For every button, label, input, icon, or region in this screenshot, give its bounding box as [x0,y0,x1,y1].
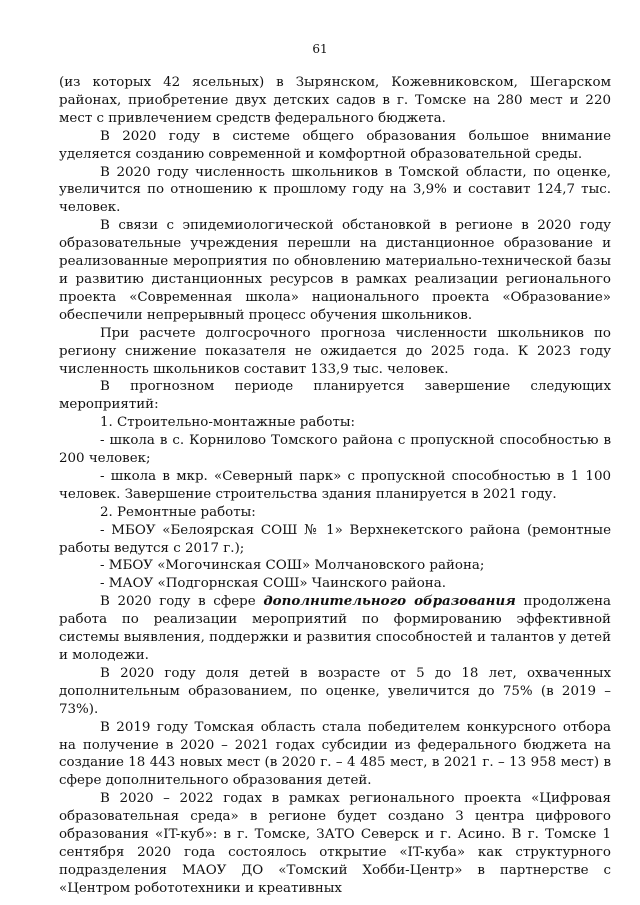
paragraph: В 2020 году численность школьников в Томской области, по оценке, увеличится по отношению к прошлому году на 3,9% и составит 124,7 тыс. человек. [59,164,611,216]
paragraph: В прогнозном периоде планируется завершение следующих мероприятий: [59,379,611,413]
page-number: 61 [312,42,328,56]
list-heading: 2. Ремонтные работы: [100,504,256,520]
paragraph: (из которых 42 ясельных) в Зырянском, Кожевниковском, Шегарском районах, приобретение двух детских садов в г. Томске на 280 мест и 220 мест с привлечением средств федерального бюджета. [59,75,611,126]
list-item: - МБОУ «Могочинская СОШ» Молчановского района; [100,558,485,574]
paragraph-text: продолжена работа по реализации мероприятий по формированию эффективной системы выявления, поддержки и развития способностей и талантов у детей и молодежи. [59,594,612,663]
paragraph: При расчете долгосрочного прогноза численности школьников по региону снижение показателя не ожидается до 2025 года. К 2023 году численность школьников составит 133,9 тыс. человек. [59,325,611,377]
paragraph: В 2019 году Томская область стала победителем конкурсного отбора на получение в 2020 – 2021 годах субсидии из федерального бюджета на создание 18 443 новых мест (в 2020 г. – 4 485 мест, в 2021 г. – 13 958 мест) в сфере дополнительного образования детей. [59,719,611,789]
list-item: - МБОУ «Белоярская СОШ № 1» Верхнекетского района (ремонтные работы ведутся с 2017 г.); [59,522,611,556]
list-heading: 1. Строительно-монтажные работы: [100,415,356,431]
list-item: - школа в с. Корнилово Томского района с пропускной способностью в 200 человек; [59,433,611,467]
paragraph [59,593,611,665]
document-body [59,74,611,898]
paragraph: В 2020 году доля детей в возрасте от 5 до 18 лет, охваченных дополнительным образованием, по оценке, увеличится до 75% (в 2019 – 73%). [59,665,611,717]
list-item: - МАОУ «Подгорнская СОШ» Чаинского района. [100,576,446,592]
list-item: - школа в мкр. «Северный парк» с пропускной способностью в 1 100 человек. Завершение строительства здания планируется в 2021 году. [59,468,611,502]
paragraph: В 2020 – 2022 годах в рамках регионального проекта «Цифровая образовательная среда» в регионе будет создано 3 центра цифрового образования «IT-куб»: в г. Томске, ЗАТО Северск и г. Асино. В г. Томске 1 сентября 2020 года состоялось открытие «IT-куба» как структурного подразделения МАОУ ДО «Томский Хобби-Центр» в партнерстве с «Центром робототехники и креативных [59,791,611,896]
paragraph: В связи с эпидемиологической обстановкой в регионе в 2020 году образовательные учреждения перешли на дистанционное образование и реализованные мероприятия по обновлению материально-технической базы и развитию дистанционных ресурсов в рамках реализации регионального проекта «Современная школа» национального проекта «Образование» обеспечили непрерывный процесс обучения школьников. [59,218,611,323]
paragraph: В 2020 году в системе общего образования большое внимание уделяется созданию современной и комфортной образовательной среды. [59,128,611,162]
paragraph-text: В 2020 году в сфере [100,594,264,610]
emphasis-text: дополнительного образования [263,593,516,610]
